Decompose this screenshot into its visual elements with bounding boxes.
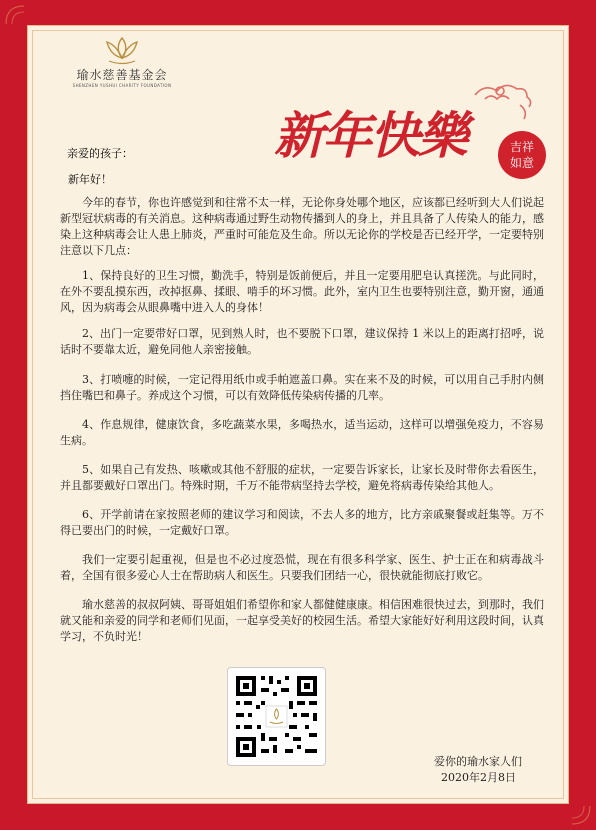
new-year-banner	[270, 75, 555, 185]
foundation-name-en: SHENZHEN YUSHUI CHARITY FOUNDATION	[72, 83, 172, 88]
banner-title: 新年快樂	[274, 106, 466, 165]
letter-paragraph: 我们一定要引起重视，但是也不必过度恐慌，现在有很多科学家、医生、护士正在和病毒战斗着，全国有很多爱心人士在帮助病人和医生。只要我们团结一心，很快就能彻底打败它。	[60, 553, 544, 582]
qr-code	[227, 667, 326, 766]
letter-new-year-greeting: 新年好！	[68, 173, 112, 186]
foundation-name-cn: 瑜水慈善基金会	[76, 68, 168, 82]
letter-salutation: 亲爱的孩子：	[67, 147, 133, 160]
letter-paragraph: 1、保持良好的卫生习惯，勤洗手，特别是饭前便后，并且一定要用肥皂认真搓洗。与此同时，在外不要乱摸东西，改掉抠鼻、揉眼、啃手的坏习惯。此外，室内卫生也要特别注意，勤开窗，通通风，因为病毒会从眼鼻嘴中进入人的身体！	[60, 269, 544, 314]
letter-paragraph: 3、打喷嚏的时候，一定记得用纸巾或手帕遮盖口鼻。实在来不及的时候，可以用自己手肘内侧挡住嘴巴和鼻子。养成这个习惯，可以有效降低传染病传播的几率。	[60, 373, 544, 402]
foundation-logo	[52, 36, 192, 108]
letter-signature: 爱你的瑜水家人们	[434, 755, 522, 768]
seal-text-bottom: 如意	[509, 156, 535, 170]
letter-paragraph: 6、开学前请在家按照老师的建议学习和阅读，不去人多的地方，比方亲戚聚餐或赶集等。万不得已要出门的时候，一定戴好口罩。	[60, 508, 544, 537]
letter-paragraph: 4、作息规律，健康饮食，多吃蔬菜水果，多喝热水，适当运动，这样可以增强免疫力，不容易生病。	[60, 418, 544, 447]
auspicious-seal	[498, 131, 546, 179]
seal-text-top: 吉祥	[509, 140, 535, 154]
lotus-logo-icon	[99, 36, 145, 66]
qr-code-icon	[228, 668, 325, 765]
letter-date: 2020年2月8日	[441, 771, 516, 784]
letter-paragraph: 2、出门一定要带好口罩，见到熟人时，也不要脱下口罩，建议保持 1 米以上的距离打招呼，说话时不要靠太近，避免同他人亲密接触。	[60, 327, 544, 356]
letter-paragraph: 5、如果自己有发热、咳嗽或其他不舒服的症状，一定要告诉家长，让家长及时带你去看医生，并且都要戴好口罩出门。特殊时期，千万不能带病坚持去学校，避免将病毒传染给其他人。	[60, 463, 544, 492]
letter-paragraph: 今年的春节，你也许感觉到和往常不太一样，无论你身处哪个地区，应该都已经听到大人们说起新型冠状病毒的有关消息。这种病毒通过野生动物传播到人的身上，并且具备了人传染人的能力，感染上这种病毒会让人患上肺炎，严重时可能危及生命。所以无论你的学校是否已经开学，一定要特别注意以下几点：	[60, 196, 544, 257]
letter-paragraph: 瑜水慈善的叔叔阿姨、哥哥姐姐们希望你和家人都健健康康。相信困难很快过去，到那时，我们就又能和亲爱的同学和老师们见面，一起享受美好的校园生活。希望大家能好好利用这段时间，认真学习，不负时光！	[60, 598, 544, 643]
auspicious-cloud-icon	[475, 85, 531, 119]
